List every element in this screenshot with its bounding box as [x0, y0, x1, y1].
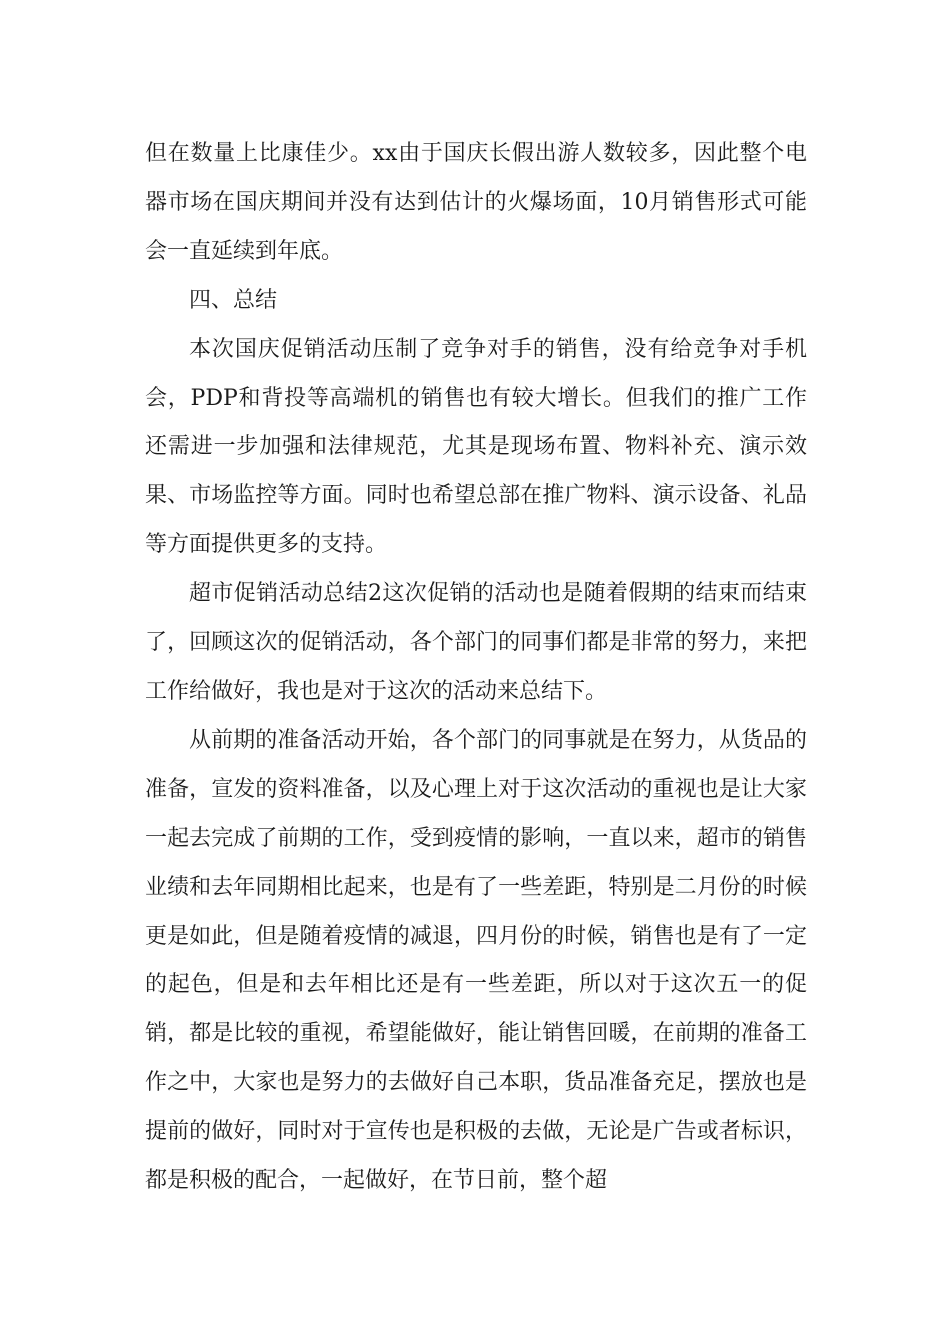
section-heading-summary: 四、总结	[189, 287, 278, 313]
document-body	[145, 130, 807, 1206]
paragraph-continued: 但在数量上比康佳少。xx由于国庆长假出游人数较多，因此整个电器市场在国庆期间并没有达到估计的火爆场面，10月销售形式可能会一直延续到年底。	[145, 141, 807, 264]
paragraph-supermarket-intro: 超市促销活动总结2这次促销的活动也是随着假期的结束而结束了，回顾这次的促销活动，各个部门的同事们都是非常的努力，来把工作给做好，我也是对于这次的活动来总结下。	[145, 581, 807, 704]
paragraph-summary: 本次国庆促销活动压制了竞争对手的销售，没有给竞争对手机会，PDP和背投等高端机的销售也有较大增长。但我们的推广工作还需进一步加强和法律规范，尤其是现场布置、物料补充、演示效果、市场监控等方面。同时也希望总部在推广物料、演示设备、礼品等方面提供更多的支持。	[145, 336, 807, 558]
paragraph-preparation: 从前期的准备活动开始，各个部门的同事就是在努力，从货品的准备，宣发的资料准备，以及心理上对于这次活动的重视也是让大家一起去完成了前期的工作，受到疫情的影响，一直以来，超市的销售业绩和去年同期相比起来，也是有了一些差距，特别是二月份的时候更是如此，但是随着疫情的减退，四月份的时候，销售也是有了一定的起色，但是和去年相比还是有一些差距，所以对于这次五一的促销，都是比较的重视，希望能做好，能让销售回暖，在前期的准备工作之中，大家也是努力的去做好自己本职，货品准备充足，摆放也是提前的做好，同时对于宣传也是积极的去做，无论是广告或者标识，都是积极的配合，一起做好，在节日前，整个超	[145, 727, 807, 1194]
